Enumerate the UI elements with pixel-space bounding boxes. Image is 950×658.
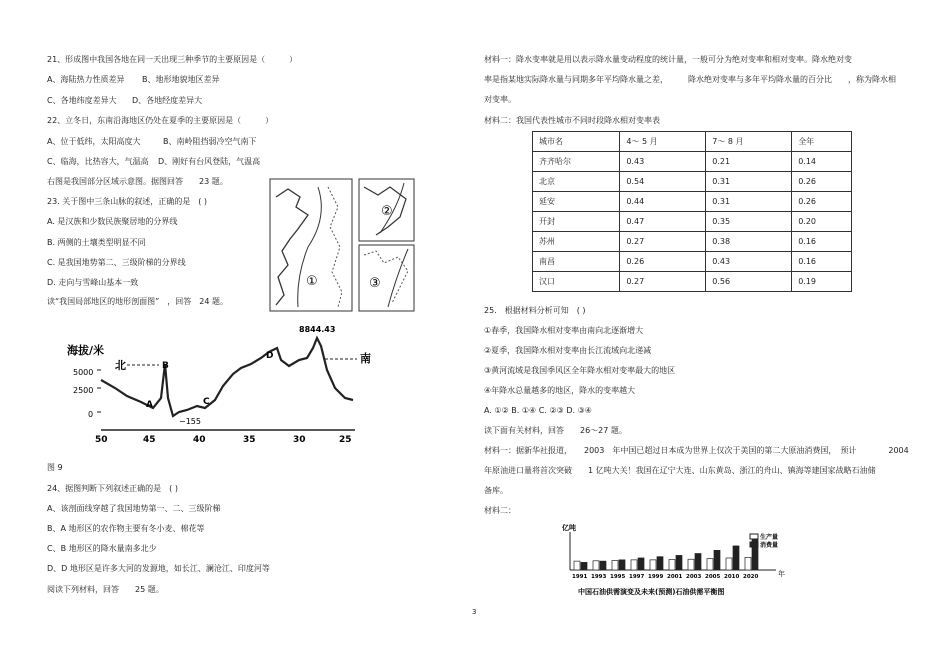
table-cell: 0.31 (706, 192, 792, 212)
bar-production-1995 (612, 561, 618, 571)
table-cell: 0.44 (620, 192, 706, 212)
chart-caption: 中国石油供需演变及未来(预测)石油供需平衡图 (578, 588, 725, 596)
material2-title: 材料二：我国代表性城市不同时段降水相对变率表 (484, 116, 660, 125)
x-tick-30: 30 (293, 435, 306, 445)
point-d: D (266, 351, 274, 361)
table-cell: 0.31 (706, 172, 792, 192)
point-b: B (162, 361, 169, 371)
y-tick-5000: 5000 (73, 368, 94, 377)
q22-stem: 22、立冬日，东南沿海地区仍处在夏季的主要原因是（ ） (47, 116, 274, 125)
legend-swatch-production (750, 534, 758, 539)
legend-production: 生产量 (760, 534, 779, 541)
bar-consumption-1997 (638, 558, 644, 570)
table-cell: 0.47 (620, 212, 706, 232)
bar-consumption-1995 (619, 560, 625, 570)
q21-option-a[interactable]: A、海陆热力性质差异 (47, 75, 125, 84)
q25-statement-2: ②夏季，我国降水相对变率由长江流域向北递减 (484, 346, 652, 355)
bar-consumption-2010 (733, 546, 739, 570)
material3-line2: 年原油进口量将首次突破 1 亿吨大关！我国在辽宁大连、山东黄岛、浙江的舟山、镇海等建国家战略石油储 (484, 466, 876, 475)
chart-xlabel: 年 (778, 570, 785, 578)
table-cell: 北京 (533, 172, 620, 192)
table-header-cell: 7～ 8 月 (706, 132, 792, 152)
material1-line1: 材料一：降水变率就是用以表示降水量变动程度的统计量，一般可分为绝对变率和相对变率。降水绝对变 (484, 55, 852, 64)
profile-ylabel: 海拔/米 (67, 344, 105, 357)
table-cell: 0.56 (706, 272, 792, 292)
table-row (533, 152, 852, 172)
table-cell: 齐齐哈尔 (533, 152, 620, 172)
table-cell: 苏州 (533, 232, 620, 252)
table-header-cell: 全年 (792, 132, 852, 152)
table-cell: 0.19 (792, 272, 852, 292)
q23-option-a[interactable]: A. 是汉族和少数民族聚居地的分界线 (47, 217, 178, 226)
q24-option-d[interactable]: D、D 地形区是许多大河的发源地，如长江、澜沧江、印度河等 (47, 564, 270, 573)
x-tick-label: 1995 (610, 574, 626, 580)
read-26-27: 读下面有关材料，回答 26～27 题。 (484, 426, 627, 435)
bar-consumption-1993 (600, 561, 606, 570)
table-cell: 0.27 (620, 272, 706, 292)
bar-consumption-2005 (714, 550, 720, 570)
q22-option-a[interactable]: A、位于低纬，太阳高度大 (47, 137, 141, 146)
table-row (533, 212, 852, 232)
q21-option-c[interactable]: C、各地纬度差异大 (47, 96, 117, 105)
bar-production-2001 (669, 560, 675, 570)
x-tick-label: 2005 (705, 574, 721, 580)
bar-production-2005 (707, 559, 713, 570)
q22-option-b[interactable]: B、南岭阻挡弱冷空气南下 (163, 137, 257, 146)
table-cell: 0.27 (620, 232, 706, 252)
x-tick-label: 2020 (743, 574, 759, 580)
table-cell: 0.54 (620, 172, 706, 192)
table-cell: 0.16 (792, 252, 852, 272)
bar-production-2020 (745, 557, 751, 570)
map-label-2: ② (381, 204, 393, 219)
x-tick-label: 1993 (591, 574, 607, 580)
table-cell: 南昌 (533, 252, 620, 272)
table-row (533, 192, 852, 212)
table-row (533, 272, 852, 292)
q22-option-d[interactable]: D、刚好有台风登陆，气温高 (158, 157, 261, 166)
q25-statement-4: ④年降水总量越多的地区，降水的变率越大 (484, 386, 636, 395)
q21-stem: 21、形成图中我国各地在同一天出现三种季节的主要原因是（ ） (47, 55, 298, 64)
peak-label: 8844.43 (299, 325, 336, 334)
x-tick-label: 2010 (724, 574, 740, 580)
x-tick-25: 25 (339, 435, 352, 445)
q25-statement-3: ③黄河流域是我国季风区全年降水相对变率最大的地区 (484, 366, 676, 375)
q22-option-c[interactable]: C、临海，比热容大，气温高 (47, 157, 149, 166)
profile-line (101, 338, 353, 416)
table-cell: 0.14 (792, 152, 852, 172)
q24-option-a[interactable]: A、该剖面线穿越了我国地势第一、二、三级阶梯 (47, 504, 221, 513)
q24-stem: 24、据图判断下列叙述正确的是 ( ) (47, 484, 178, 493)
table-header-row (533, 132, 852, 152)
table-cell: 0.26 (792, 192, 852, 212)
point-a: A (146, 400, 153, 410)
read-25: 阅读下列材料，回答 25 题。 (47, 585, 164, 594)
q21-option-b[interactable]: B、地形地貌地区差异 (142, 75, 220, 84)
table-cell: 0.21 (706, 152, 792, 172)
table-cell: 0.43 (706, 252, 792, 272)
bar-consumption-1991 (581, 562, 587, 570)
profile-north-label: 北 (115, 359, 126, 372)
bar-consumption-2003 (695, 554, 701, 570)
table-cell: 开封 (533, 212, 620, 232)
oil-supply-demand-chart (560, 522, 800, 600)
bar-consumption-2020 (752, 535, 758, 570)
x-tick-label: 2003 (686, 574, 702, 580)
q25-options[interactable]: A. ①② B. ①④ C. ②③ D. ③④ (484, 406, 592, 415)
map-label-1: ① (306, 274, 318, 289)
bar-consumption-2001 (676, 555, 682, 570)
chart-ylabel: 亿吨 (562, 524, 576, 532)
profile-south-label: 南 (360, 352, 371, 365)
low-point-label: −155 (179, 417, 201, 426)
x-tick-40: 40 (193, 435, 206, 445)
bar-production-1993 (593, 561, 599, 570)
y-tick-2500: 2500 (73, 386, 94, 395)
q23-option-c[interactable]: C. 是我国地势第二、三级阶梯的分界线 (47, 258, 186, 267)
legend-swatch-consumption (750, 542, 758, 547)
boundary-line-1 (328, 187, 342, 307)
legend-consumption: 消费量 (760, 542, 779, 549)
x-tick-50: 50 (95, 435, 108, 445)
table-row (533, 172, 852, 192)
bar-production-1991 (574, 561, 580, 570)
material1-line2: 率是指某地实际降水量与同期多年平均降水量之差， 降水绝对变率与多年平均降水量的百分比 ，称为降水相 (484, 75, 896, 84)
point-c: C (203, 397, 210, 407)
table-header-cell: 城市名 (533, 132, 620, 152)
coastline (276, 189, 308, 305)
page-number: 3 (472, 608, 477, 616)
x-tick-35: 35 (243, 435, 256, 445)
mountain-line-3 (388, 249, 408, 307)
table-cell: 0.16 (792, 232, 852, 252)
table-cell: 汉口 (533, 272, 620, 292)
bar-production-2010 (726, 558, 732, 570)
map-label-3: ③ (369, 276, 381, 291)
table-cell: 0.35 (706, 212, 792, 232)
q23-stem: 23. 关于图中三条山脉的叙述，正确的是 ( ) (47, 197, 208, 206)
q25-statement-1: ①春季，我国降水相对变率由南向北逐渐增大 (484, 326, 644, 335)
table-row (533, 232, 852, 252)
map-intro: 右图是我国部分区域示意图。据图回答 23 题。 (47, 177, 228, 186)
x-tick-45: 45 (143, 435, 156, 445)
table-cell: 0.26 (620, 252, 706, 272)
material3-line3: 备库。 (484, 486, 508, 495)
profile-intro: 读“我国局部地区的地形剖面图” ，回答 24 题。 (47, 297, 229, 306)
q24-option-c[interactable]: C、B 地形区的降水量南多北少 (47, 544, 157, 553)
material4-label: 材料二： (484, 506, 516, 515)
table-cell: 0.38 (706, 232, 792, 252)
x-tick-label: 1999 (648, 574, 664, 580)
terrain-profile-chart (55, 318, 375, 446)
mountain-line-1 (298, 187, 322, 307)
material3-line1: 材料一：据新华社报道， 2003 年中国已超过日本成为世界上仅次于美国的第二大原油消费国， 预计 2004 (484, 446, 909, 455)
table-header-cell: 4～ 5 月 (620, 132, 706, 152)
x-tick-label: 2001 (667, 574, 683, 580)
table-row (533, 252, 852, 272)
y-tick-0: 0 (88, 410, 94, 419)
table-cell: 延安 (533, 192, 620, 212)
q21-option-d[interactable]: D、各地经度差异大 (132, 96, 203, 105)
table-cell: 0.20 (792, 212, 852, 232)
material1-line3: 对变率。 (484, 95, 516, 104)
bar-production-1997 (631, 560, 637, 570)
table-cell: 0.43 (620, 152, 706, 172)
q24-option-b[interactable]: B、A 地形区的农作物主要有冬小麦、棉花等 (47, 524, 205, 533)
q25-stem: 25. 根据材料分析可知 ( ) (484, 306, 586, 315)
rainfall-variability-table (532, 131, 852, 292)
q23-option-b[interactable]: B. 两侧的土壤类型明显不同 (47, 238, 146, 247)
x-tick-label: 1991 (572, 574, 588, 580)
bar-production-1999 (650, 560, 656, 570)
region-map-figure (268, 177, 416, 313)
q23-option-d[interactable]: D. 走向与雪峰山基本一致 (47, 278, 139, 287)
x-tick-label: 1997 (629, 574, 645, 580)
bar-production-2003 (688, 559, 694, 570)
figure-caption: 图 9 (47, 463, 63, 472)
table-cell: 0.26 (792, 172, 852, 192)
bar-consumption-1999 (657, 557, 663, 570)
